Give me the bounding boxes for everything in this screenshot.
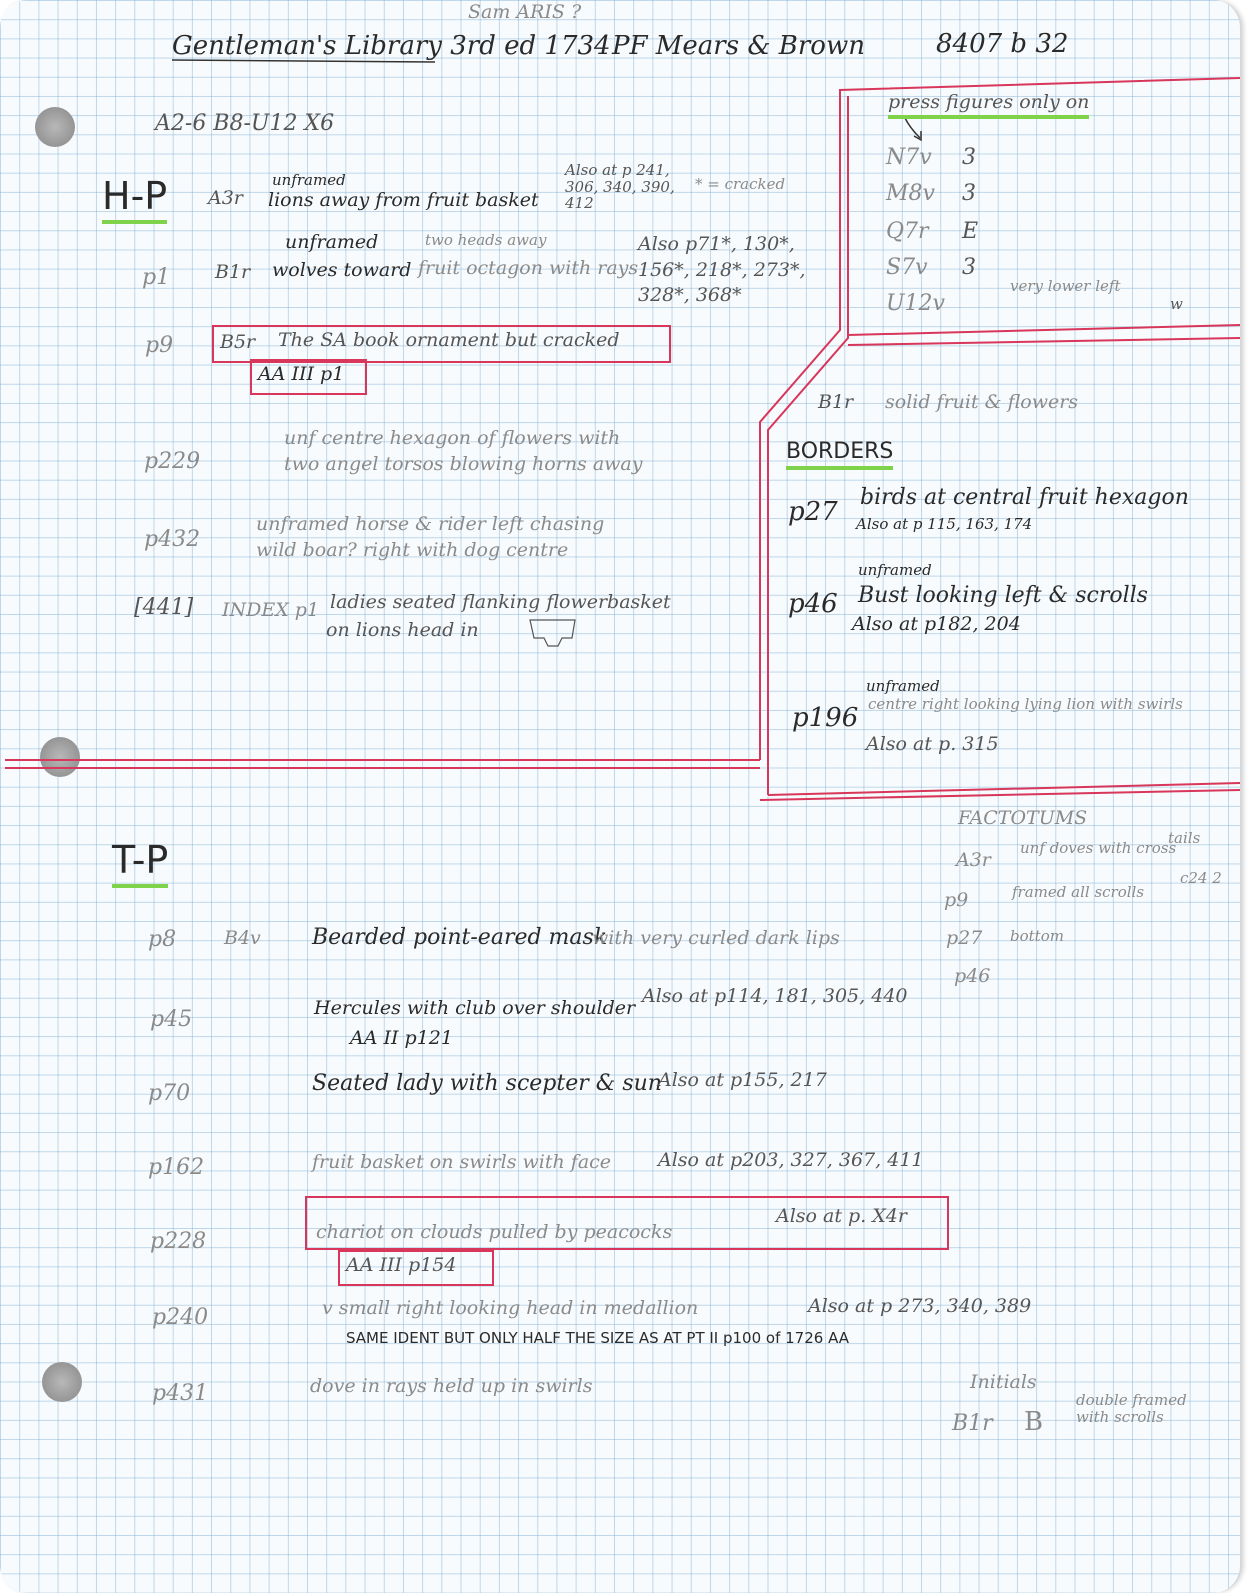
factotum-sig: p46 [954,965,991,987]
tp-entry-page: p162 [148,1155,205,1180]
tp-entry-also: Also at p203, 327, 367, 411 [658,1149,924,1171]
press-figure-sig: Q7r [886,219,929,244]
hp-entry-sig: B1r [215,261,251,283]
factotum-sig: p27 [946,927,983,949]
hp-entry-desc: lions away from fruit basket [268,189,539,211]
hp-entry-desc: ladies seated flanking flowerbasket [330,591,671,613]
border-entry-also: Also at p. 315 [866,733,999,755]
tp-entry-desc: v small right looking head in medallion [322,1297,699,1319]
hp-entry-sig: A3r [208,187,243,209]
press-figure-sig: U12v [886,291,945,316]
hp-entry-page: p229 [144,449,201,474]
tp-entry-ref: AA II p121 [350,1027,453,1049]
tp-entry-desc: Hercules with club over shoulder [314,997,636,1019]
hp-heading: H-P [102,176,167,218]
press-figure-note: very lower left [1010,277,1121,295]
hp-entry-desc: The SA book ornament but cracked [278,329,620,351]
hp-entry-extra: * = cracked [695,175,786,193]
tp-entry-ref: AA III p154 [346,1254,457,1276]
hp-entry-desc2: two angel torsos blowing horns away [284,453,643,475]
hp-entry-desc3: fruit octagon with rays [418,257,639,279]
initials-desc: double framed with scrolls [1076,1391,1187,1426]
border-entry-desc: Bust looking left & scrolls [858,583,1148,608]
hp-entry-desc: unf centre hexagon of flowers with [284,427,621,449]
factotums-heading: FACTOTUMS [958,807,1088,829]
border-entry-also: Also at p 115, 163, 174 [856,515,1033,533]
tp-entry-page: p228 [150,1229,207,1254]
border-entry-also: Also at p182, 204 [852,613,1021,635]
hp-entry-desc: wolves toward [272,259,412,281]
tp-entry-desc: fruit basket on swirls with face [312,1151,612,1173]
press-figure-value: 3 [962,181,976,206]
page-title: Gentleman's Library 3rd ed 1734 [172,31,611,61]
initials-letter: B [1024,1407,1044,1437]
initials-heading: Initials [970,1371,1037,1393]
hp-entry-desc2: on lions head in [326,619,479,641]
shelfmark: 8407 b 32 [936,29,1069,59]
hp-entry-ref: AA III p1 [258,363,345,385]
right-note-sig: B1r [818,391,854,413]
tp-entry-sig: B4v [224,927,261,949]
border-entry-desc: centre right looking lying lion with swirls [868,695,1183,713]
hp-entry-note: unframed [285,231,379,253]
factotum-desc: framed all scrolls [1012,883,1145,901]
hp-entry-page: p432 [144,527,201,552]
border-entry-note: unframed [858,561,932,579]
initials-sig: B1r [952,1411,993,1436]
hp-entry-also: Also p71*, 130*, 156*, 218*, 273*, 328*, 368* [638,233,806,307]
border-entry-note: unframed [866,677,940,695]
top-note: Sam ARIS ? [468,1,582,23]
tp-entry-also: Also at p 273, 340, 389 [808,1295,1032,1317]
hp-entry-note: unframed [272,171,346,189]
hp-entry-desc2: wild boar? right with dog centre [256,539,569,561]
factotum-tail: c24 2 [1180,869,1222,887]
tp-entry-also: Also at p155, 217 [658,1069,827,1091]
tp-entry-page: p45 [150,1007,193,1032]
hp-entry-sig: INDEX p1 [222,599,320,621]
tp-entry-desc-pale: with very curled dark lips [592,927,840,949]
factotum-sig: A3r [956,849,991,871]
tp-entry-desc: Seated lady with scepter & sun [312,1071,662,1096]
printers: PF Mears & Brown [612,31,865,61]
hp-entry-desc: unframed horse & rider left chasing [256,513,605,535]
press-corner-mark: w [1170,295,1183,313]
border-entry-page: p27 [788,497,838,527]
tp-entry-desc: chariot on clouds pulled by peacocks [316,1221,673,1243]
tp-entry-also: Also at p114, 181, 305, 440 [642,985,908,1007]
border-entry-page: p196 [792,703,859,733]
press-figure-sig: N7v [886,145,932,170]
tp-entry-page: p240 [152,1305,209,1330]
factotum-desc: unf doves with cross [1020,839,1177,857]
border-entry-page: p46 [788,589,838,619]
collation: A2-6 B8-U12 X6 [155,111,335,136]
tp-entry-desc2: SAME IDENT BUT ONLY HALF THE SIZE AS AT PT II p100 of 1726 AA [346,1329,850,1347]
hp-entry-sig: B5r [220,331,256,353]
tp-entry-page: p431 [152,1381,209,1406]
tp-entry-also: Also at p. X4r [776,1205,907,1227]
hp-entry-also: Also at p 241, 306, 340, 390, 412 [565,161,675,212]
press-figures-heading: press figures only on [888,92,1089,113]
tp-entry-desc: dove in rays held up in swirls [310,1375,593,1397]
right-note-desc: solid fruit & flowers [885,391,1079,413]
press-figure-value: 3 [962,145,976,170]
hp-entry-page: p9 [145,333,174,358]
hp-entry-page: [441] [134,595,194,620]
hp-entry-desc2: two heads away [425,231,547,249]
factotum-desc: bottom [1010,927,1064,945]
tp-entry-page: p70 [148,1081,191,1106]
tp-heading: T-P [112,840,168,882]
press-figure-sig: S7v [886,255,928,280]
borders-heading: BORDERS [786,440,893,464]
tp-entry-desc: Bearded point-eared mask [312,925,608,950]
press-figure-sig: M8v [886,181,935,206]
border-entry-desc: birds at central fruit hexagon [860,485,1189,510]
tp-entry-page: p8 [148,927,177,952]
press-figure-value: E [962,219,979,244]
hp-entry-page: p1 [142,265,171,290]
press-figure-value: 3 [962,255,976,280]
factotum-sig: p9 [944,889,969,911]
factotum-tail: tails [1168,829,1201,847]
